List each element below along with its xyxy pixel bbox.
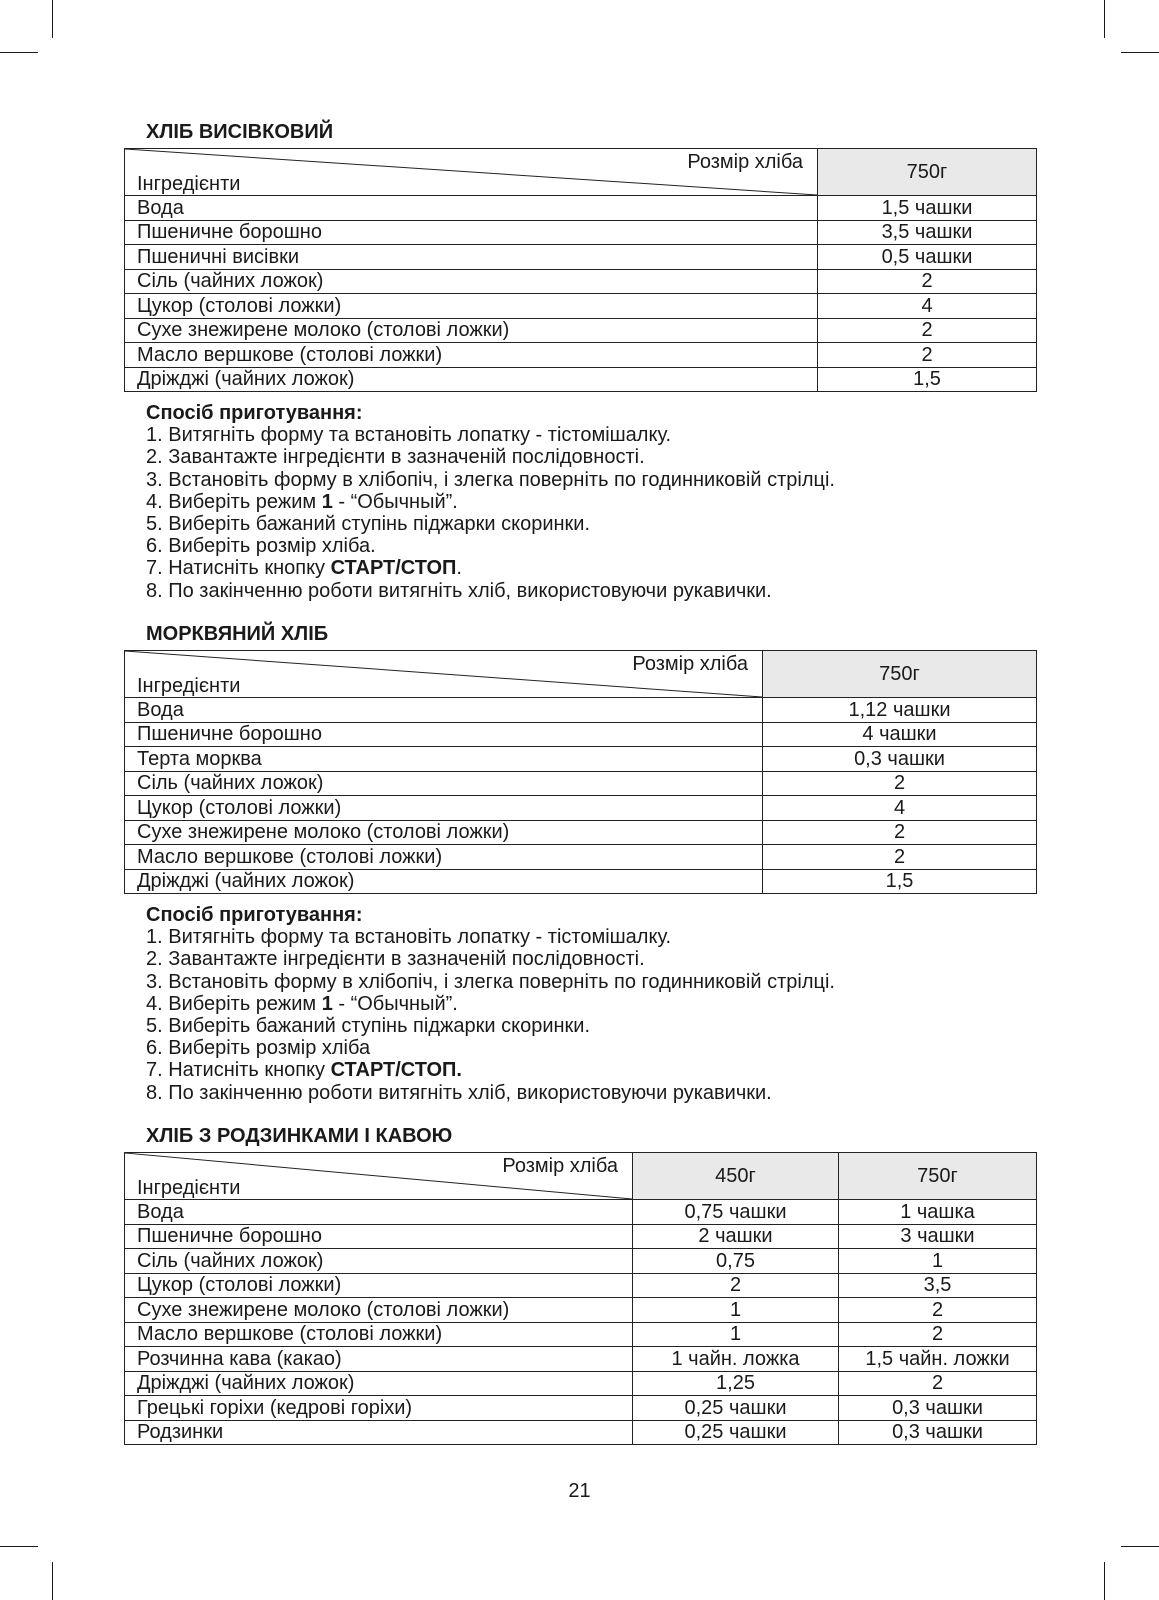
- size-label: Розмір хліба: [632, 653, 748, 675]
- table-row: [125, 220, 1037, 245]
- table-row: [125, 343, 1037, 368]
- table-row: [125, 771, 1037, 796]
- crop-mark: [0, 52, 38, 53]
- method-step: 1. Витягніть форму та встановіть лопатку - тістомішалку.: [146, 926, 671, 949]
- recipe-section-raisin-coffee-bread: [124, 1122, 1037, 1445]
- table-row: [125, 196, 1037, 221]
- ingredient-amount: 4: [763, 796, 1037, 821]
- ingredient-name: Дріжджі (чайних ложок): [125, 869, 763, 894]
- crop-mark: [1121, 52, 1159, 53]
- ingredient-amount: 2: [839, 1298, 1037, 1323]
- ingredient-name: Вода: [125, 1200, 633, 1225]
- method-step: 2. Завантажте інгредієнти в зазначеній послідовності.: [146, 948, 645, 971]
- method-title: Спосіб приготування:: [146, 904, 363, 926]
- table-row: [125, 820, 1037, 845]
- ingredient-name: Сухе знежирене молоко (столові ложки): [125, 820, 763, 845]
- section-title: ХЛІБ ВИСІВКОВИЙ: [146, 121, 334, 143]
- section-title: ХЛІБ З РОДЗИНКАМИ І КАВОЮ: [146, 1125, 453, 1147]
- ingredient-amount: 0,5 чашки: [818, 245, 1037, 270]
- ingredient-amount: 2: [633, 1273, 839, 1298]
- method-step: 7. Натисніть кнопку СТАРТ/СТОП.: [146, 557, 462, 580]
- size-header: 450г: [633, 1153, 839, 1200]
- ingredient-amount: 3,5: [839, 1273, 1037, 1298]
- ingredients-label: Інгредієнти: [137, 1177, 241, 1199]
- ingredient-amount: 2 чашки: [633, 1224, 839, 1249]
- ingredient-name: Сухе знежирене молоко (столові ложки): [125, 318, 818, 343]
- ingredient-amount: 1,5: [763, 869, 1037, 894]
- ingredient-amount: 0,25 чашки: [633, 1396, 839, 1421]
- ingredient-name: Масло вершкове (столові ложки): [125, 845, 763, 870]
- ingredient-name: Грецькі горіхи (кедрові горіхи): [125, 1396, 633, 1421]
- ingredient-name: Цукор (столові ложки): [125, 1273, 633, 1298]
- method-step: 1. Витягніть форму та встановіть лопатку - тістомішалку.: [146, 424, 671, 447]
- ingredient-amount: 0,75 чашки: [633, 1200, 839, 1225]
- ingredient-amount: 0,3 чашки: [839, 1420, 1037, 1445]
- ingredient-amount: 2: [839, 1322, 1037, 1347]
- table-row: [125, 796, 1037, 821]
- crop-mark: [52, 1562, 53, 1600]
- ingredient-amount: 4 чашки: [763, 722, 1037, 747]
- ingredient-amount: 0,25 чашки: [633, 1420, 839, 1445]
- ingredient-amount: 1,5: [818, 367, 1037, 392]
- method-block: [124, 402, 1037, 602]
- table-row: [125, 318, 1037, 343]
- ingredient-name: Дріжджі (чайних ложок): [125, 367, 818, 392]
- ingredients-label: Інгредієнти: [137, 675, 241, 697]
- table-row: [125, 698, 1037, 723]
- table-row: [125, 1200, 1037, 1225]
- table-row: [125, 1224, 1037, 1249]
- crop-mark: [52, 0, 53, 38]
- header-corner-cell: [125, 149, 818, 196]
- method-step: 5. Виберіть бажаний ступінь піджарки скоринки.: [146, 1015, 591, 1038]
- ingredient-amount: 2: [818, 269, 1037, 294]
- header-corner-cell: [125, 651, 763, 698]
- recipe-section-carrot-bread: [124, 620, 1037, 1104]
- ingredient-amount: 1: [633, 1322, 839, 1347]
- ingredient-name: Цукор (столові ложки): [125, 294, 818, 319]
- ingredient-amount: 0,75: [633, 1249, 839, 1274]
- table-row: [125, 1249, 1037, 1274]
- ingredient-name: Пшеничні висівки: [125, 245, 818, 270]
- table-header-row: [125, 149, 1037, 196]
- ingredient-name: Сіль (чайних ложок): [125, 771, 763, 796]
- method-step: 6. Виберіть розмір хліба.: [146, 535, 376, 558]
- table-row: [125, 1420, 1037, 1445]
- method-step: 3. Встановіть форму в хлібопіч, і злегка поверніть по годинниковій стрілці.: [146, 970, 835, 993]
- crop-mark: [0, 1546, 38, 1547]
- recipe-section-bran-bread: [124, 118, 1037, 602]
- ingredient-name: Вода: [125, 698, 763, 723]
- ingredient-amount: 0,3 чашки: [839, 1396, 1037, 1421]
- ingredient-name: Масло вершкове (столові ложки): [125, 1322, 633, 1347]
- ingredient-amount: 0,3 чашки: [763, 747, 1037, 772]
- ingredient-amount: 3,5 чашки: [818, 220, 1037, 245]
- ingredient-name: Цукор (столові ложки): [125, 796, 763, 821]
- table-row: [125, 245, 1037, 270]
- method-step: 4. Виберіть режим 1 - “Обычный”.: [146, 992, 458, 1015]
- ingredient-amount: 1 чайн. ложка: [633, 1347, 839, 1372]
- ingredient-amount: 2: [818, 343, 1037, 368]
- method-step: 2. Завантажте інгредієнти в зазначеній послідовності.: [146, 446, 645, 469]
- ingredient-name: Сухе знежирене молоко (столові ложки): [125, 1298, 633, 1323]
- ingredients-table: [124, 650, 1037, 894]
- ingredients-table: [124, 148, 1037, 392]
- page-number: 21: [568, 1480, 591, 1502]
- method-step: 7. Натисніть кнопку СТАРТ/СТОП.: [146, 1059, 462, 1082]
- ingredient-amount: 1,25: [633, 1371, 839, 1396]
- crop-mark: [1121, 1546, 1159, 1547]
- method-step: 8. По закінченню роботи витягніть хліб, використовуючи рукавички.: [146, 579, 772, 602]
- table-row: [125, 294, 1037, 319]
- ingredient-amount: 2: [839, 1371, 1037, 1396]
- ingredient-name: Вода: [125, 196, 818, 221]
- ingredient-amount: 1: [633, 1298, 839, 1323]
- header-corner-cell: [125, 1153, 633, 1200]
- ingredient-name: Сіль (чайних ложок): [125, 269, 818, 294]
- section-title: МОРКВЯНИЙ ХЛІБ: [146, 623, 329, 645]
- ingredient-name: Пшеничне борошно: [125, 722, 763, 747]
- crop-mark: [1104, 0, 1105, 38]
- ingredient-amount: 4: [818, 294, 1037, 319]
- ingredients-label: Інгредієнти: [137, 173, 241, 195]
- ingredient-name: Пшеничне борошно: [125, 220, 818, 245]
- ingredient-name: Родзинки: [125, 1420, 633, 1445]
- ingredient-amount: 2: [763, 771, 1037, 796]
- method-step: 3. Встановіть форму в хлібопіч, і злегка поверніть по годинниковій стрілці.: [146, 468, 835, 491]
- ingredient-amount: 1,12 чашки: [763, 698, 1037, 723]
- size-label: Розмір хліба: [502, 1155, 618, 1177]
- table-row: [125, 1371, 1037, 1396]
- table-row: [125, 1396, 1037, 1421]
- ingredient-amount: 1,5 чашки: [818, 196, 1037, 221]
- table-row: [125, 869, 1037, 894]
- table-row: [125, 722, 1037, 747]
- size-header: 750г: [763, 651, 1037, 698]
- ingredient-amount: 3 чашки: [839, 1224, 1037, 1249]
- size-header: 750г: [818, 149, 1037, 196]
- table-row: [125, 845, 1037, 870]
- ingredient-name: Пшеничне борошно: [125, 1224, 633, 1249]
- ingredient-amount: 2: [818, 318, 1037, 343]
- ingredient-name: Дріжджі (чайних ложок): [125, 1371, 633, 1396]
- ingredient-amount: 2: [763, 820, 1037, 845]
- table-row: [125, 269, 1037, 294]
- table-row: [125, 1322, 1037, 1347]
- size-header: 750г: [839, 1153, 1037, 1200]
- ingredient-amount: 1,5 чайн. ложки: [839, 1347, 1037, 1372]
- method-block: [124, 904, 1037, 1104]
- ingredient-name: Розчинна кава (какао): [125, 1347, 633, 1372]
- method-step: 6. Виберіть розмір хліба: [146, 1037, 371, 1060]
- ingredient-name: Масло вершкове (столові ложки): [125, 343, 818, 368]
- table-row: [125, 747, 1037, 772]
- method-step: 4. Виберіть режим 1 - “Обычный”.: [146, 490, 458, 513]
- ingredient-amount: 1 чашка: [839, 1200, 1037, 1225]
- ingredients-table: [124, 1152, 1037, 1445]
- method-title: Спосіб приготування:: [146, 402, 363, 424]
- ingredient-amount: 2: [763, 845, 1037, 870]
- method-step: 8. По закінченню роботи витягніть хліб, використовуючи рукавички.: [146, 1081, 772, 1104]
- table-row: [125, 1273, 1037, 1298]
- ingredient-name: Сіль (чайних ложок): [125, 1249, 633, 1274]
- crop-mark: [1104, 1562, 1105, 1600]
- table-row: [125, 1298, 1037, 1323]
- ingredient-amount: 1: [839, 1249, 1037, 1274]
- method-step: 5. Виберіть бажаний ступінь піджарки скоринки.: [146, 513, 591, 536]
- table-header-row: [125, 1153, 1037, 1200]
- table-row: [125, 1347, 1037, 1372]
- ingredient-name: Терта морква: [125, 747, 763, 772]
- size-label: Розмір хліба: [687, 151, 803, 173]
- table-header-row: [125, 651, 1037, 698]
- table-row: [125, 367, 1037, 392]
